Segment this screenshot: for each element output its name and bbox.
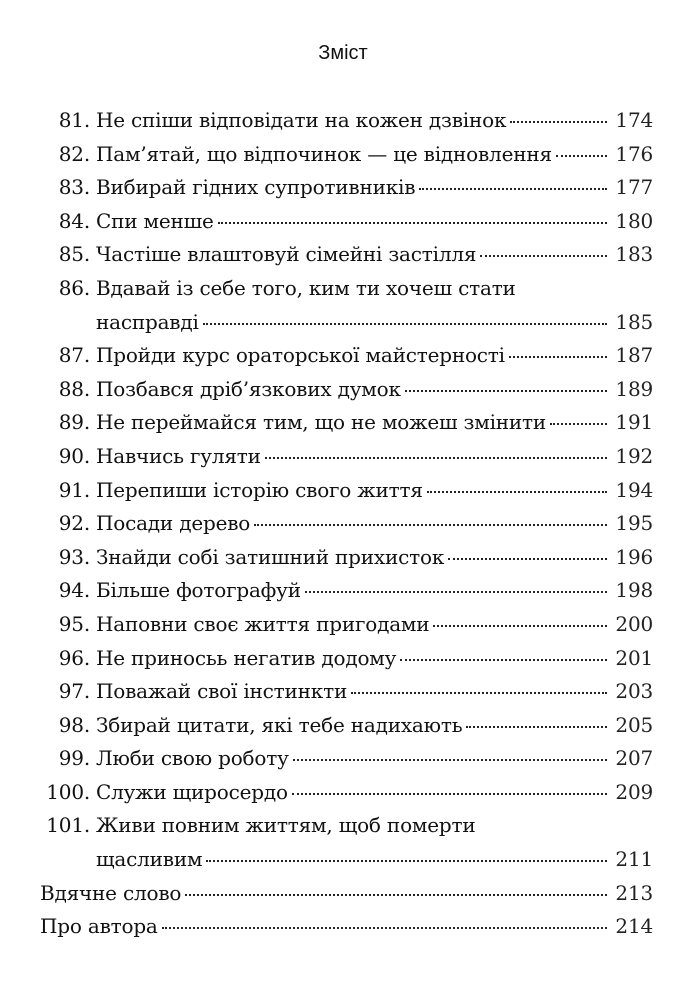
toc-page-number: 201 bbox=[615, 645, 653, 670]
toc-line bbox=[0, 776, 686, 810]
table-of-contents bbox=[0, 104, 686, 944]
toc-entry-number: 101. bbox=[46, 813, 90, 838]
toc-entry-number: 92. bbox=[58, 511, 90, 536]
toc-page-number: 180 bbox=[615, 208, 653, 233]
toc-entry-number: 99. bbox=[58, 746, 90, 771]
toc-line bbox=[0, 104, 686, 138]
toc-entry-number: 87. bbox=[58, 343, 90, 368]
dot-leader bbox=[265, 457, 607, 459]
toc-entry-title: Про автора bbox=[40, 914, 158, 939]
toc-page-number: 195 bbox=[615, 511, 653, 536]
dot-leader bbox=[305, 591, 607, 593]
toc-entry bbox=[0, 742, 686, 776]
dot-leader bbox=[448, 558, 607, 560]
toc-entry-number: 90. bbox=[58, 443, 90, 468]
toc-page-number: 213 bbox=[615, 880, 653, 905]
toc-entry-title: Частіше влаштовуй сімейні застілля bbox=[96, 242, 477, 267]
toc-line bbox=[0, 642, 686, 676]
toc-entry-title: Вдавай із себе того, ким ти хочеш стати bbox=[96, 275, 516, 300]
dot-leader bbox=[509, 356, 607, 358]
toc-page-number: 177 bbox=[615, 175, 653, 200]
toc-page-number: 214 bbox=[615, 914, 653, 939]
toc-entry bbox=[0, 373, 686, 407]
toc-entry-number: 97. bbox=[58, 679, 90, 704]
dot-leader bbox=[293, 759, 607, 761]
toc-entry-number: 96. bbox=[58, 645, 90, 670]
toc-heading: Зміст bbox=[318, 42, 368, 64]
toc-page-number: 211 bbox=[615, 847, 653, 872]
toc-entry bbox=[0, 238, 686, 272]
dot-leader bbox=[550, 423, 607, 425]
toc-line bbox=[0, 507, 686, 541]
toc-entry-title-continued: насправді bbox=[96, 309, 199, 334]
toc-page-number: 203 bbox=[615, 679, 653, 704]
toc-line bbox=[0, 574, 686, 608]
toc-page-number: 183 bbox=[615, 242, 653, 267]
toc-entry bbox=[0, 642, 686, 676]
toc-entry-title: Наповни своє життя пригодами bbox=[96, 611, 430, 636]
toc-entry bbox=[0, 675, 686, 709]
dot-leader bbox=[254, 524, 607, 526]
toc-line bbox=[0, 306, 686, 340]
toc-entry-title: Люби свою роботу bbox=[96, 746, 289, 771]
dot-leader bbox=[419, 188, 607, 190]
toc-entry-number: 83. bbox=[58, 175, 90, 200]
toc-entry-title: Не спіши відповідати на кожен дзвінок bbox=[96, 108, 507, 132]
toc-line bbox=[0, 541, 686, 575]
toc-entry-number: 98. bbox=[58, 712, 90, 737]
toc-line bbox=[0, 742, 686, 776]
toc-entry bbox=[0, 339, 686, 373]
toc-entry bbox=[0, 709, 686, 743]
toc-entry-number: 88. bbox=[58, 376, 90, 401]
toc-page-number: 198 bbox=[615, 578, 653, 603]
toc-line bbox=[0, 171, 686, 205]
toc-entry-title: Спи менше bbox=[96, 208, 214, 233]
toc-line bbox=[0, 843, 686, 877]
toc-entry-title: Поважай свої інстинкти bbox=[96, 679, 348, 704]
toc-page-number: 196 bbox=[615, 544, 653, 569]
dot-leader bbox=[510, 121, 607, 123]
toc-entry bbox=[0, 877, 686, 911]
toc-entry-title-continued: щасливим bbox=[96, 847, 203, 872]
toc-entry-number: 94. bbox=[58, 578, 90, 603]
dot-leader bbox=[433, 625, 607, 627]
toc-line bbox=[0, 238, 686, 272]
toc-page-number: 174 bbox=[615, 108, 653, 132]
toc-entry-title: Пам’ятай, що відпочинок — це відновлення bbox=[96, 141, 552, 166]
dot-leader bbox=[185, 894, 607, 896]
toc-entry bbox=[0, 507, 686, 541]
dot-leader bbox=[203, 323, 607, 325]
toc-entry-number: 100. bbox=[46, 779, 90, 804]
toc-page-number: 192 bbox=[615, 443, 653, 468]
toc-entry-number: 84. bbox=[58, 208, 90, 233]
toc-entry bbox=[0, 104, 686, 138]
toc-line bbox=[0, 373, 686, 407]
toc-line bbox=[0, 910, 686, 944]
toc-page-number: 189 bbox=[615, 376, 653, 401]
toc-entry-title: Вибирай гідних супротивників bbox=[96, 175, 416, 200]
toc-entry bbox=[0, 910, 686, 944]
toc-page-number: 185 bbox=[615, 309, 653, 334]
toc-page-number: 191 bbox=[615, 410, 653, 435]
toc-page-number: 207 bbox=[615, 746, 653, 771]
toc-entry-title: Живи повним життям, щоб померти bbox=[96, 813, 476, 838]
toc-entry bbox=[0, 171, 686, 205]
toc-entry bbox=[0, 205, 686, 239]
toc-line bbox=[0, 709, 686, 743]
toc-entry bbox=[0, 440, 686, 474]
dot-leader bbox=[351, 692, 607, 694]
toc-entry-title: Перепиши історію свого життя bbox=[96, 477, 423, 502]
dot-leader bbox=[292, 793, 607, 795]
toc-page-number: 187 bbox=[615, 343, 653, 368]
toc-entry-number: 93. bbox=[58, 544, 90, 569]
toc-line bbox=[0, 138, 686, 172]
toc-entry-title: Збирай цитати, які тебе надихають bbox=[96, 712, 463, 737]
toc-entry-title: Більше фотографуй bbox=[96, 578, 301, 603]
dot-leader bbox=[427, 491, 607, 493]
toc-entry bbox=[0, 809, 686, 876]
toc-entry-number: 85. bbox=[58, 242, 90, 267]
dot-leader bbox=[466, 726, 607, 728]
toc-page-number: 176 bbox=[615, 141, 653, 166]
toc-entry-title: Вдячне слово bbox=[40, 880, 182, 905]
toc-line bbox=[0, 675, 686, 709]
toc-line bbox=[0, 809, 686, 843]
toc-line bbox=[0, 440, 686, 474]
toc-entry-number: 82. bbox=[58, 141, 90, 166]
toc-line bbox=[0, 608, 686, 642]
toc-entry bbox=[0, 272, 686, 339]
toc-page-number: 209 bbox=[615, 779, 653, 804]
toc-page-number: 200 bbox=[615, 611, 653, 636]
toc-entry-title: Не переймайся тим, що не можеш змінити bbox=[96, 410, 547, 435]
toc-entry-number: 95. bbox=[58, 611, 90, 636]
toc-entry-number: 89. bbox=[58, 410, 90, 435]
toc-entry-title: Не приносьь негатив додому bbox=[96, 645, 397, 670]
toc-page-number: 194 bbox=[615, 477, 653, 502]
toc-entry-number: 86. bbox=[58, 275, 90, 300]
toc-entry-number: 81. bbox=[58, 108, 90, 132]
toc-entry bbox=[0, 541, 686, 575]
toc-line bbox=[0, 339, 686, 373]
toc-entry-title: Пройди курс ораторської майстерності bbox=[96, 343, 505, 368]
dot-leader bbox=[162, 927, 607, 929]
toc-entry bbox=[0, 138, 686, 172]
dot-leader bbox=[405, 390, 607, 392]
toc-entry bbox=[0, 608, 686, 642]
toc-entry-title: Служи щиросердо bbox=[96, 779, 288, 804]
toc-entry bbox=[0, 574, 686, 608]
toc-line bbox=[0, 474, 686, 508]
toc-entry-title: Навчись гуляти bbox=[96, 443, 261, 468]
toc-entry-title: Знайди собі затишний прихисток bbox=[96, 544, 445, 569]
toc-page-number: 205 bbox=[615, 712, 653, 737]
toc-entry-title: Посади дерево bbox=[96, 511, 251, 536]
dot-leader bbox=[400, 659, 607, 661]
toc-entry bbox=[0, 776, 686, 810]
toc-line bbox=[0, 877, 686, 911]
dot-leader bbox=[218, 222, 607, 224]
toc-line bbox=[0, 406, 686, 440]
toc-entry-title: Позбався дріб’язкових думок bbox=[96, 376, 401, 401]
dot-leader bbox=[206, 860, 607, 862]
toc-line bbox=[0, 272, 686, 306]
toc-entry-number: 91. bbox=[58, 477, 90, 502]
toc-line bbox=[0, 205, 686, 239]
toc-entry bbox=[0, 406, 686, 440]
dot-leader bbox=[556, 155, 607, 157]
toc-entry bbox=[0, 474, 686, 508]
dot-leader bbox=[480, 255, 607, 257]
